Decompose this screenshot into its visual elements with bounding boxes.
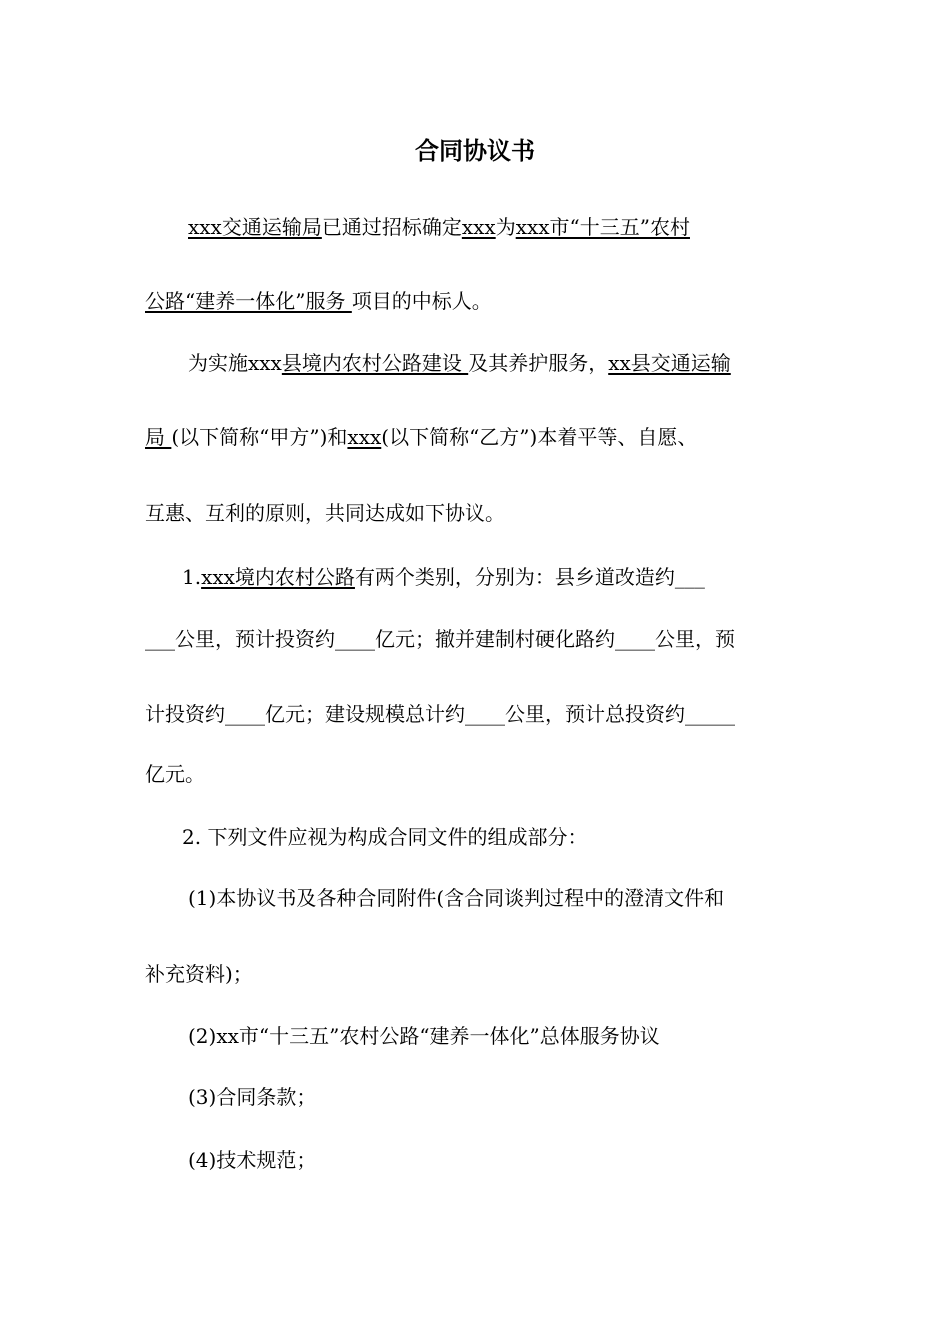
project-name: xxx市“十三五”农村 (515, 215, 690, 239)
sub-item-4-line: (4)技术规范； (188, 1148, 317, 1172)
sub-item-3-line: (3)合同条款； (188, 1085, 317, 1109)
item-2-line: 2. 下列文件应视为构成合同文件的组成部分： (182, 825, 588, 849)
text-run: 为 (495, 215, 516, 239)
text-run: 及其养护服务， (468, 351, 609, 375)
document-title: 合同协议书 (415, 137, 535, 165)
project-scope: 县境内农村公路建设 (281, 351, 469, 375)
party-a-name: xx县交通运输 (608, 351, 731, 375)
item-1-line-2: ___公里，预计投资约____亿元；撤并建制村硬化路约____公里，预 (145, 627, 735, 651)
paragraph-2-line-1 (188, 348, 731, 378)
item-number: 1. (182, 565, 202, 589)
sub-item-1-line-1: (1)本协议书及各种合同附件(含合同谈判过程中的澄清文件和 (188, 886, 725, 910)
paragraph-1-line-2 (145, 286, 492, 316)
sub-item-2-line: (2)xx市“十三五”农村公路“建养一体化”总体服务协议 (188, 1024, 660, 1048)
item-1-line-3: 计投资约____亿元；建设规模总计约____公里，预计总投资约_____ (145, 702, 735, 726)
road-scope: xxx境内农村公路 (201, 565, 355, 589)
sub-item-1-line-2: 补充资料)； (145, 962, 253, 986)
issuer-name: xxx交通运输局 (188, 215, 322, 239)
text-run: 为实施xxx (188, 351, 282, 375)
text-run: 有两个类别，分别为：县乡道改造约___ (354, 565, 705, 589)
party-b-name: xxx (347, 425, 382, 449)
item-1-line-1 (182, 562, 705, 592)
project-name-cont: 公路“建养一体化”服务 (145, 289, 352, 313)
text-run: 项目的中标人。 (351, 289, 492, 313)
party-a-name-cont: 局 (145, 425, 172, 449)
text-run: 已通过招标确定 (321, 215, 462, 239)
text-run: (以下简称“乙方”)本着平等、自愿、 (381, 425, 698, 449)
paragraph-2-line-3: 互惠、互利的原则，共同达成如下协议。 (145, 501, 505, 525)
paragraph-2-line-2 (145, 422, 697, 452)
text-run: (以下简称“甲方”)和 (171, 425, 348, 449)
winner-name: xxx (461, 215, 496, 239)
paragraph-1-line-1 (188, 212, 690, 242)
item-1-line-4: 亿元。 (145, 762, 205, 786)
